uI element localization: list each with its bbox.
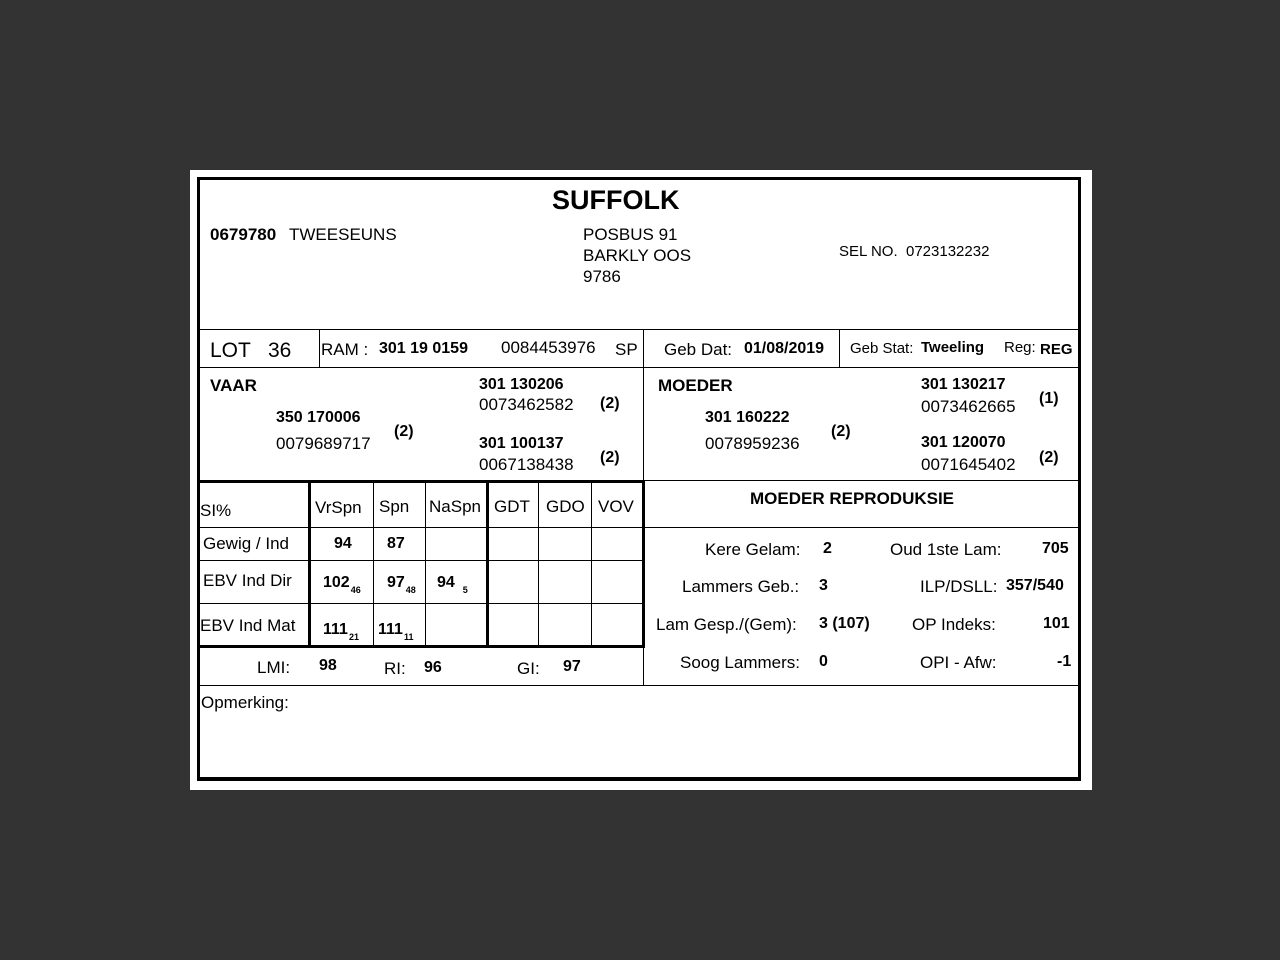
breed-title: SUFFOLK [552, 185, 680, 215]
dam-repro-title: MOEDER REPRODUKSIE [750, 489, 955, 508]
divider-header [199, 329, 1079, 330]
sire-count: (2) [394, 423, 414, 440]
lmi-value: 98 [319, 657, 337, 674]
ilp-dsll-value: 357/540 [1006, 577, 1064, 594]
si-table-row-line-2 [199, 603, 645, 604]
si-col-line-vrspn [373, 483, 374, 645]
birth-status-label: Geb Stat: [850, 340, 914, 357]
si-col-line-label [308, 480, 311, 648]
opi-dev-label: OPI - Afw: [920, 653, 997, 672]
col-header-vov: VOV [598, 497, 634, 516]
col-header-naspn: NaSpn [429, 497, 481, 516]
breeder-name: TWEESEUNS [289, 225, 397, 244]
sire-label: VAAR [210, 376, 257, 395]
sire-sire-id: 301 130206 [479, 376, 564, 393]
age-first-lamb-value: 705 [1042, 540, 1069, 557]
dam-reg: 0078959236 [705, 434, 800, 453]
sire-dam-count: (2) [600, 449, 620, 466]
si-col-line-spn [425, 483, 426, 645]
reg-label: Reg: [1004, 339, 1036, 356]
lambs-suckled-label: Soog Lammers: [680, 653, 800, 672]
cell-ebv-dir-spn: $97_{48}$ [387, 574, 416, 595]
sire-sire-reg: 0073462582 [479, 395, 574, 414]
cell-ebv-mat-spn: $111_{11}$ [378, 621, 414, 642]
si-corner-label: SI% [200, 501, 232, 520]
address-line-2: BARKLY OOS [583, 246, 692, 265]
col-header-vrspn: VrSpn [315, 498, 362, 517]
op-index-value: 101 [1043, 615, 1070, 632]
sire-dam-reg: 0067138438 [479, 455, 574, 474]
ri-value: 96 [424, 659, 442, 676]
si-table-right [642, 480, 645, 648]
si-col-line-gdt [538, 483, 539, 645]
reg-status: REG [1040, 341, 1073, 358]
divider-lot-row [199, 367, 1079, 368]
address-line-3: 9786 [583, 267, 621, 286]
dam-sire-id: 301 130217 [921, 376, 1006, 393]
dam-count: (2) [831, 423, 851, 440]
ram-label: RAM : [321, 340, 369, 359]
ram-reg: 0084453976 [501, 338, 596, 357]
col-header-gdt: GDT [494, 497, 530, 516]
dam-sire-reg: 0073462665 [921, 397, 1016, 416]
ilp-dsll-label: ILP/DSLL: [920, 577, 998, 596]
times-lambed-label: Kere Gelam: [705, 540, 801, 559]
birth-date: 01/08/2019 [744, 340, 825, 357]
sire-dam-id: 301 100137 [479, 435, 564, 452]
col-header-gdo: GDO [546, 497, 585, 516]
lambs-born-value: 3 [819, 577, 828, 594]
lambs-weaned-value: 3 (107) [819, 615, 870, 632]
birth-date-label: Geb Dat: [664, 340, 733, 359]
si-table-top [199, 480, 645, 483]
phone-number: 0723132232 [906, 243, 990, 260]
dam-id: 301 160222 [705, 409, 790, 426]
divider-remarks [199, 685, 1079, 686]
sire-id: 350 170006 [276, 409, 361, 426]
sire-sire-count: (2) [600, 395, 620, 412]
remarks-label: Opmerking: [201, 693, 289, 712]
row-label-weight: Gewig / Ind [203, 534, 289, 553]
birth-status: Tweeling [921, 339, 985, 356]
cell-ebv-dir-vrspn: $102_{46}$ [323, 574, 361, 595]
cell-weight-vrspn: 94 [334, 535, 352, 552]
sale-card [197, 177, 1081, 781]
si-col-line-gdo [591, 483, 592, 645]
phone-label: SEL NO. [839, 243, 898, 260]
address-line-1: POSBUS 91 [583, 225, 678, 244]
si-table-bottom [199, 645, 645, 648]
lmi-label: LMI: [257, 658, 291, 677]
row-label-ebv-dir: EBV Ind Dir [203, 571, 292, 590]
dam-dam-count: (2) [1039, 449, 1059, 466]
breeder-number: 0679780 [210, 225, 277, 244]
cell-ebv-mat-vrspn: $111_{21}$ [323, 621, 359, 642]
times-lambed-value: 2 [823, 540, 832, 557]
dam-dam-reg: 0071645402 [921, 455, 1016, 474]
si-table-row-line-1 [199, 560, 645, 561]
lambs-born-label: Lammers Geb.: [682, 577, 800, 596]
row-label-ebv-mat: EBV Ind Mat [200, 616, 296, 635]
divider-repro-title [645, 527, 1079, 528]
age-first-lamb-label: Oud 1ste Lam: [890, 540, 1002, 559]
dam-dam-id: 301 120070 [921, 434, 1006, 451]
gi-label: GI: [517, 659, 540, 678]
gi-value: 97 [563, 658, 581, 675]
ri-label: RI: [384, 659, 406, 678]
op-index-label: OP Indeks: [912, 615, 996, 634]
ram-id: 301 19 0159 [379, 340, 468, 357]
opi-dev-value: -1 [1057, 653, 1072, 670]
divider-lot-ram [319, 329, 320, 367]
lambs-weaned-label: Lam Gesp./(Gem): [656, 615, 797, 634]
dam-sire-count: (1) [1039, 390, 1059, 407]
lot-number: 36 [268, 339, 292, 362]
sire-reg: 0079689717 [276, 434, 371, 453]
cell-weight-spn: 87 [387, 535, 405, 552]
si-col-line-naspn [486, 480, 489, 648]
si-table-header-line [199, 527, 645, 528]
lambs-suckled-value: 0 [819, 653, 828, 670]
ram-code: SP [615, 340, 638, 359]
lot-label: LOT [210, 339, 251, 362]
divider-date-status [839, 329, 840, 367]
cell-ebv-dir-naspn: 94 $_5$ [437, 574, 468, 595]
col-header-spn: Spn [379, 497, 410, 516]
dam-label: MOEDER [658, 376, 733, 395]
